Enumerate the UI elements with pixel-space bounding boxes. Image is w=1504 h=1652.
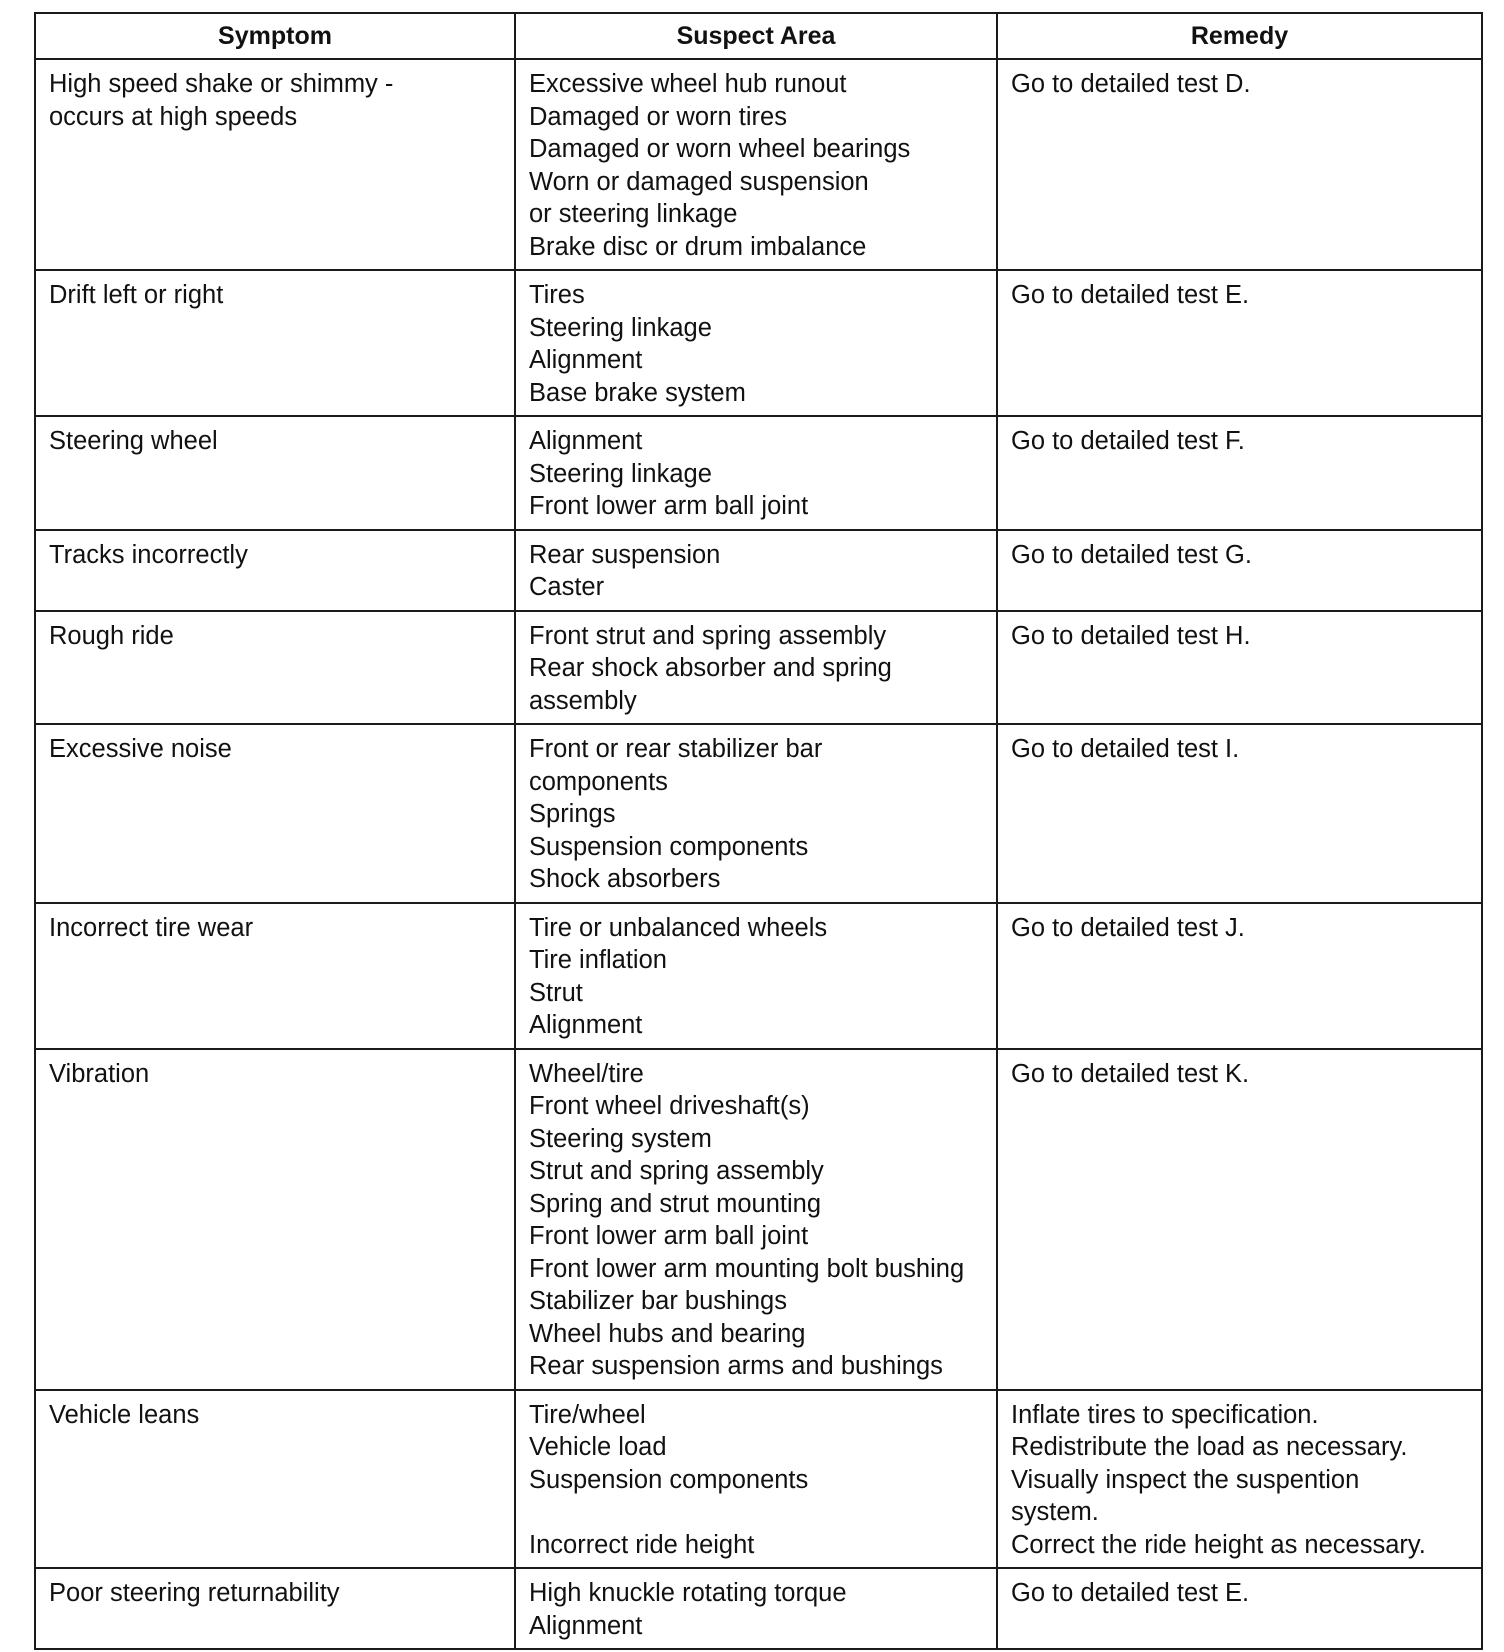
symptom-cell	[35, 611, 515, 725]
suspect-line: Tires	[529, 281, 585, 309]
remedy-line: Go to detailed test J.	[1011, 913, 1245, 942]
troubleshooting-table	[34, 12, 1483, 1650]
remedy-line: Go to detailed test E.	[1011, 281, 1250, 309]
suspect-line: Strut and spring assembly	[529, 1157, 824, 1185]
suspect-line: Excessive wheel hub runout	[529, 70, 847, 98]
suspect-line: Wheel hubs and bearing	[529, 1319, 806, 1348]
remedy-cell	[997, 59, 1482, 270]
remedy-cell	[997, 270, 1482, 416]
symptom-cell	[35, 416, 515, 530]
table-row	[35, 416, 1482, 530]
suspect-line: or steering linkage	[529, 200, 738, 228]
suspect-line: Alignment	[529, 346, 643, 374]
suspect-line: Vehicle load	[529, 1433, 667, 1461]
remedy-cell	[997, 530, 1482, 611]
remedy-line: system.	[1011, 1498, 1099, 1526]
symptom-line: Vehicle leans	[49, 1400, 200, 1429]
remedy-line: Redistribute the load as necessary.	[1011, 1433, 1408, 1461]
suspect-line: Caster	[529, 573, 605, 601]
suspect-area-cell	[515, 1390, 997, 1569]
symptom-line: Rough ride	[49, 621, 174, 650]
remedy-line: Go to detailed test I.	[1011, 735, 1240, 763]
suspect-line: Tire or unbalanced wheels	[529, 913, 828, 942]
symptom-line: Excessive noise	[49, 735, 232, 763]
suspect-area-cell	[515, 903, 997, 1049]
suspect-area-cell	[515, 530, 997, 611]
suspect-line: Front lower arm mounting bolt bushing	[529, 1254, 965, 1283]
suspect-line: Spring and strut mounting	[529, 1189, 822, 1218]
symptom-cell	[35, 1049, 515, 1390]
suspect-line: Front lower arm ball joint	[529, 492, 809, 520]
suspect-line: Front lower arm ball joint	[529, 1222, 809, 1250]
suspect-line: Front or rear stabilizer bar	[529, 735, 823, 763]
suspect-line: Worn or damaged suspension	[529, 167, 869, 196]
remedy-cell	[997, 903, 1482, 1049]
table-row	[35, 59, 1482, 270]
remedy-line: Correct the ride height as necessary.	[1011, 1530, 1426, 1559]
suspect-line: Suspension components	[529, 1465, 809, 1494]
suspect-line: Front wheel driveshaft(s)	[529, 1092, 810, 1120]
suspect-line: Alignment	[529, 427, 643, 455]
header-remedy: Remedy	[997, 13, 1482, 59]
suspect-line: Wheel/tire	[529, 1059, 644, 1088]
symptom-line: Vibration	[49, 1059, 150, 1088]
remedy-line: Go to detailed test D.	[1011, 70, 1251, 98]
suspect-line: Suspension components	[529, 832, 809, 861]
blank-line	[529, 1496, 984, 1529]
symptom-cell	[35, 724, 515, 903]
suspect-line: Rear suspension arms and bushings	[529, 1352, 943, 1380]
suspect-line: Tire inflation	[529, 946, 667, 974]
suspect-area-cell	[515, 1568, 997, 1649]
header-suspect-area: Suspect Area	[515, 13, 997, 59]
remedy-line: Go to detailed test F.	[1011, 427, 1245, 455]
suspect-line: Base brake system	[529, 378, 746, 407]
symptom-line: Incorrect tire wear	[49, 913, 254, 942]
remedy-cell	[997, 1390, 1482, 1569]
suspect-line: Rear suspension	[529, 540, 721, 569]
header-row	[35, 13, 1482, 59]
remedy-line: Go to detailed test E.	[1011, 1579, 1250, 1607]
table-row	[35, 530, 1482, 611]
suspect-area-cell	[515, 416, 997, 530]
suspect-area-cell	[515, 270, 997, 416]
suspect-area-cell	[515, 59, 997, 270]
symptom-cell	[35, 270, 515, 416]
suspect-area-cell	[515, 724, 997, 903]
suspect-line: Steering system	[529, 1124, 712, 1153]
symptom-cell	[35, 1390, 515, 1569]
remedy-line: Visually inspect the suspention	[1011, 1465, 1360, 1494]
suspect-line: Steering linkage	[529, 313, 712, 342]
symptom-line: High speed shake or shimmy -	[49, 70, 394, 98]
suspect-line: Alignment	[529, 1611, 643, 1640]
remedy-line: Go to detailed test H.	[1011, 621, 1251, 650]
header-symptom: Symptom	[35, 13, 515, 59]
symptom-line: Drift left or right	[49, 281, 224, 309]
suspect-line: Damaged or worn tires	[529, 102, 787, 131]
table-row	[35, 1390, 1482, 1569]
suspect-area-cell	[515, 611, 997, 725]
symptom-line: Steering wheel	[49, 427, 218, 455]
table-row	[35, 903, 1482, 1049]
suspect-line: Alignment	[529, 1011, 643, 1039]
table-row	[35, 611, 1482, 725]
suspect-line: Rear shock absorber and spring	[529, 654, 892, 682]
suspect-line: Tire/wheel	[529, 1400, 646, 1429]
remedy-cell	[997, 1568, 1482, 1649]
suspect-line: Front strut and spring assembly	[529, 621, 887, 650]
suspect-line: Incorrect ride height	[529, 1530, 755, 1559]
remedy-cell	[997, 416, 1482, 530]
suspect-line: High knuckle rotating torque	[529, 1579, 847, 1607]
suspect-line: Strut	[529, 978, 583, 1007]
symptom-line: occurs at high speeds	[49, 102, 298, 131]
table-row	[35, 724, 1482, 903]
remedy-cell	[997, 724, 1482, 903]
remedy-cell	[997, 611, 1482, 725]
suspect-line: Steering linkage	[529, 459, 712, 488]
suspect-line: Stabilizer bar bushings	[529, 1287, 787, 1315]
remedy-cell	[997, 1049, 1482, 1390]
suspect-line: Shock absorbers	[529, 865, 721, 893]
table-body	[35, 59, 1482, 1649]
remedy-line: Inflate tires to specification.	[1011, 1400, 1319, 1429]
symptom-cell	[35, 903, 515, 1049]
symptom-line: Tracks incorrectly	[49, 540, 248, 569]
remedy-line: Go to detailed test G.	[1011, 540, 1252, 569]
remedy-line: Go to detailed test K.	[1011, 1059, 1250, 1088]
troubleshooting-table-container	[34, 12, 1481, 1650]
suspect-line: Damaged or worn wheel bearings	[529, 135, 911, 163]
symptom-line: Poor steering returnability	[49, 1579, 340, 1607]
suspect-line: Brake disc or drum imbalance	[529, 232, 867, 261]
symptom-cell	[35, 1568, 515, 1649]
suspect-line: components	[529, 767, 668, 796]
table-row	[35, 1049, 1482, 1390]
suspect-area-cell	[515, 1049, 997, 1390]
symptom-cell	[35, 530, 515, 611]
suspect-line: assembly	[529, 686, 637, 715]
suspect-line: Springs	[529, 800, 616, 828]
table-row	[35, 1568, 1482, 1649]
symptom-cell	[35, 59, 515, 270]
table-row	[35, 270, 1482, 416]
